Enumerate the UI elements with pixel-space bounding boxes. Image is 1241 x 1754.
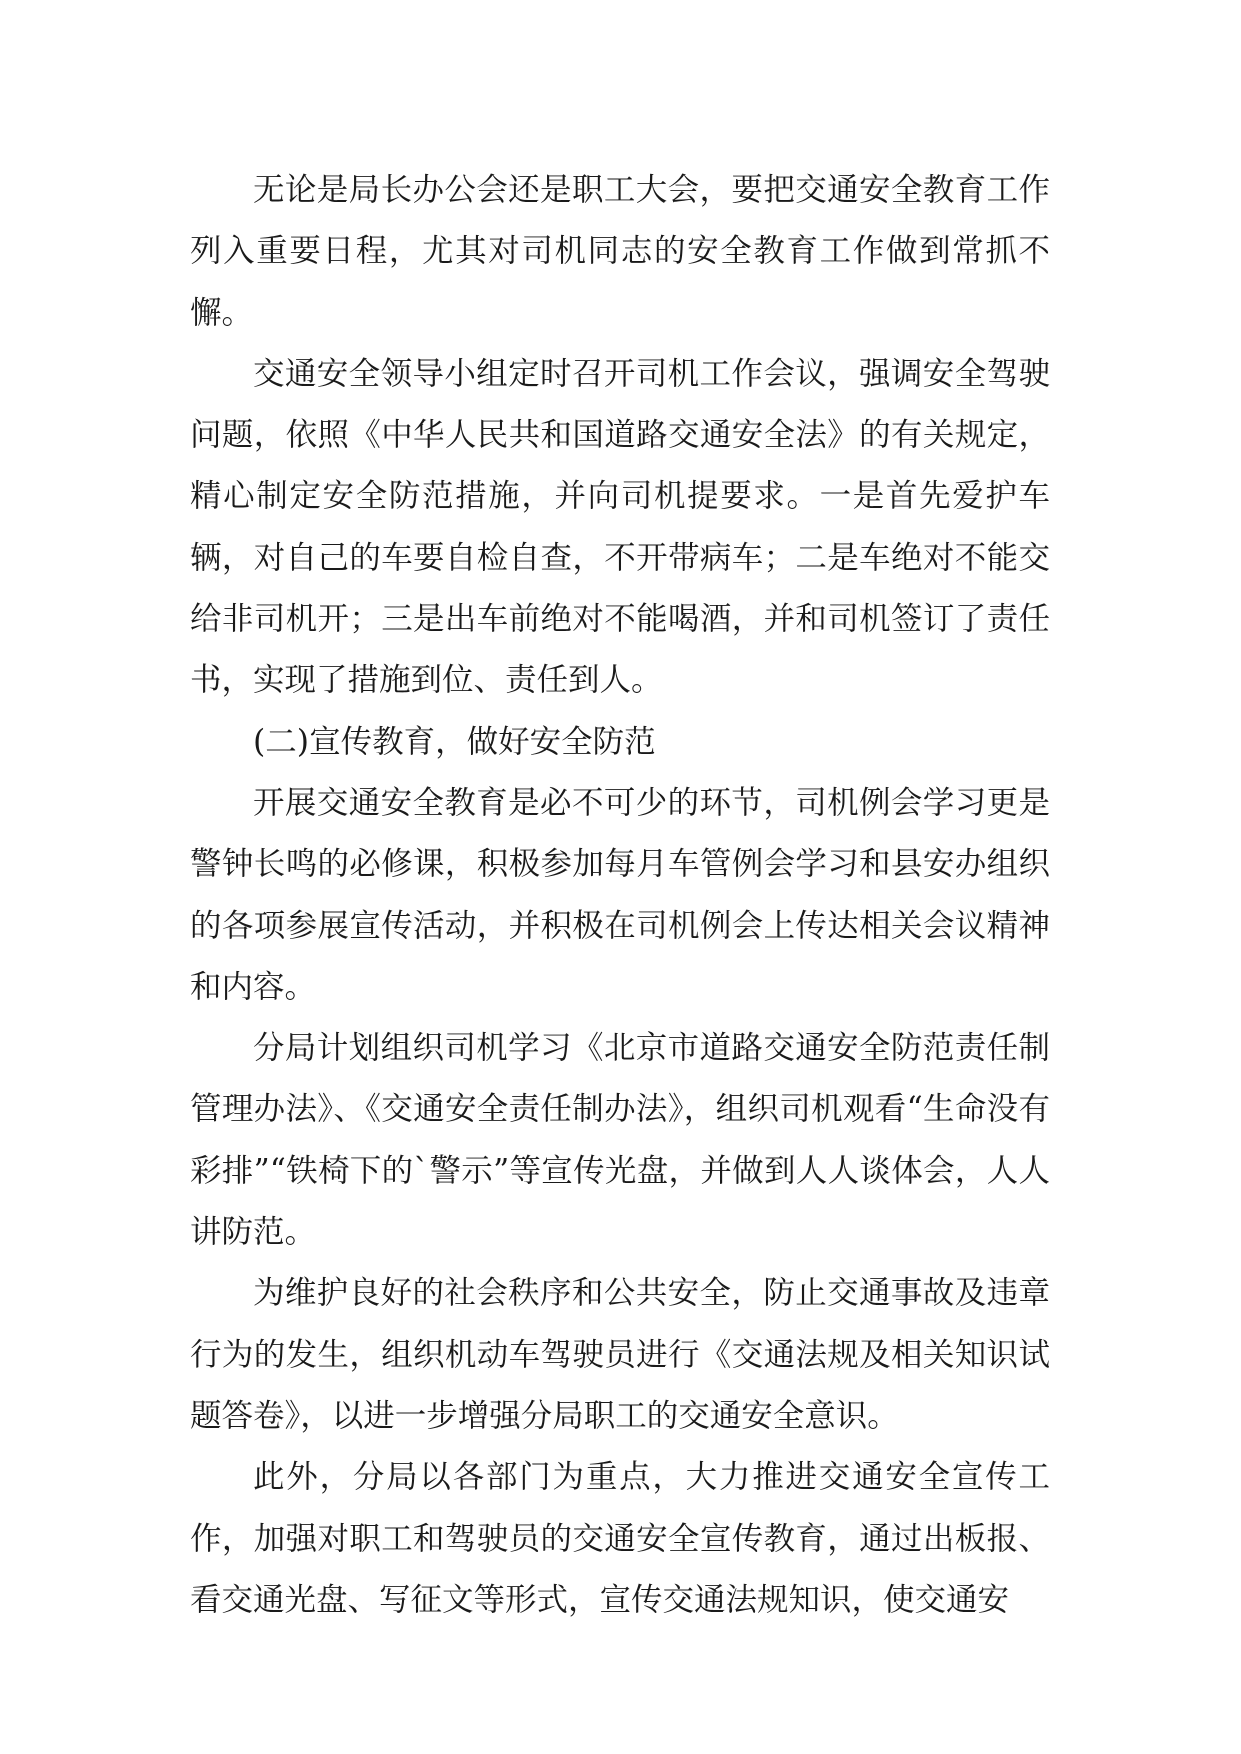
paragraph-social-order: 为维护良好的社会秩序和公共安全，防止交通事故及违章行为的发生，组织机动车驾驶员进行《交通法规及相关知识试题答卷》，以进一步增强分局职工的交通安全意识。 [190,1275,1050,1434]
paragraph-safety-education: 开展交通安全教育是必不可少的环节，司机例会学习更是警钟长鸣的必修课，积极参加每月车管例会学习和县安办组织的各项参展宣传活动，并积极在司机例会上传达相关会议精神和内容。 [190,784,1050,1005]
paragraph-driver-meetings: 交通安全领导小组定时召开司机工作会议，强调安全驾驶问题，依照《中华人民共和国道路交通安全法》的有关规定，精心制定安全防范措施，并向司机提要求。一是首先爱护车辆，对自己的车要自检自查，不开带病车；二是车绝对不能交给非司机开；三是出车前绝对不能喝酒，并和司机签订了责任书，实现了措施到位、责任到人。 [190,355,1050,699]
paragraph-study-plan: 分局计划组织司机学习《北京市道路交通安全防范责任制管理办法》、《交通安全责任制办法》，组织司机观看“生命没有彩排”“铁椅下的`警示”等宣传光盘，并做到人人谈体会，人人讲防范。 [190,1030,1050,1251]
document-body [190,160,1050,1631]
paragraph-meetings: 无论是局长办公会还是职工大会，要把交通安全教育工作列入重要日程，尤其对司机同志的安全教育工作做到常抓不懈。 [190,172,1050,331]
paragraph-publicity-work: 此外，分局以各部门为重点，大力推进交通安全宣传工作，加强对职工和驾驶员的交通安全宣传教育，通过出板报、看交通光盘、写征文等形式，宣传交通法规知识，使交通安 [190,1459,1050,1618]
section-heading-publicity: (二)宣传教育，做好安全防范 [253,723,656,760]
